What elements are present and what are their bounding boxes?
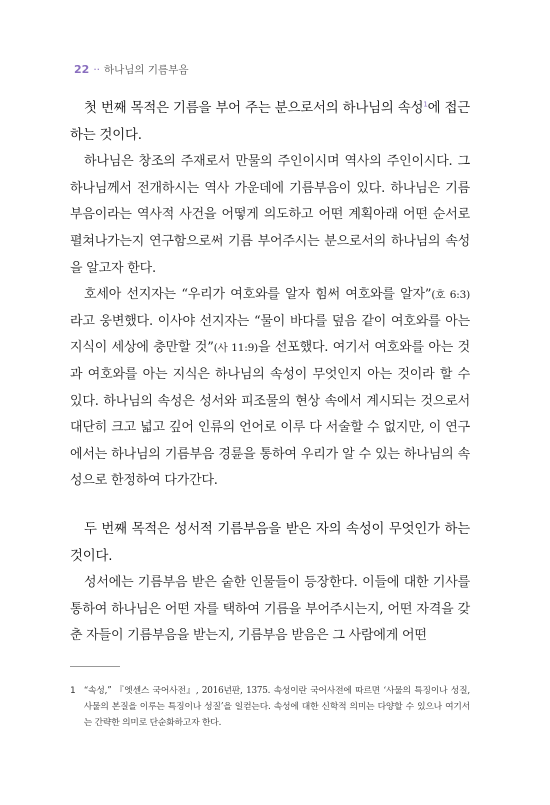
page-number: 22	[74, 63, 90, 76]
footnote-text: “속성,” 『엣센스 국어사전』, 2016년판, 1375. 속성이란 국어사전에 따르면 ‘사물의 특징이나 성질, 사물의 본질을 이루는 특징이나 성질’을 일컫는다. 속성에 대한 신학적 의미는 다양할 수 있으나 여기서는 간략한 의미로 단순화하고자 한다.	[83, 686, 470, 728]
footnote-divider	[70, 666, 120, 667]
running-header	[74, 62, 188, 77]
paragraph-god-as-lord: 하나님은 창조의 주재로서 만물의 주인이시며 역사의 주인이시다. 그 하나님께서 전개하시는 역사 가운데에 기름부음이 있다. 하나님은 기름부음이라는 역사적 사건을 어떻게 의도하고 어떤 계획아래 어떤 순서로 펼쳐나가는지 연구함으로써 기름 부어주시는 분으로서의 하나님의 속성을 알고자 한다.	[70, 154, 470, 276]
citation-hosea: (호 6:3)	[431, 289, 470, 302]
hosea-quote: 호세아 선지자는 “우리가 여호와를 알자 힘써 여호와를 알자”	[84, 287, 432, 303]
footnote-number: 1	[70, 686, 76, 696]
body-text	[70, 96, 470, 650]
footnote-reference[interactable]: 1	[423, 100, 428, 109]
purpose-one-text-end: 에 접근하는 것이다.	[70, 101, 470, 143]
isaiah-quote: 라고 웅변했다. 이사야 선지자는 “물이 바다를 덮음 같이 여호와를 아는 지식이 세상에 충만할 것”	[70, 313, 470, 356]
knowledge-of-god-text: 을 선포했다. 여기서 여호와를 아는 것과 여호와를 아는 지식은 하나님의 속성이 무엇인지 아는 것이라 할 수 있다. 하나님의 속성은 성서와 피조물의 현상 속에서 계시되는 것으로서 대단히 크고 넓고 깊어 인류의 언어로 이루 다 서술할 수 없지만, 이 연구에서는 하나님의 기름부음 경륜을 통하여 우리가 알 수 있는 하나님의 속성으로 한정하여 다가간다.	[70, 340, 471, 489]
footnote	[70, 683, 470, 731]
paragraph-anointed-figures: 성서에는 기름부음 받은 숱한 인물들이 등장한다. 이들에 대한 기사를 통하여 하나님은 어떤 자를 택하여 기름을 부어주시는지, 어떤 자격을 갖춘 자들이 기름부음을 받는지, 기름부음 받음은 그 사람에게 어떤	[70, 575, 470, 644]
running-title: 하나님의 기름부음	[104, 64, 189, 76]
paragraph-hosea-isaiah	[70, 282, 470, 495]
header-separator: ··	[93, 63, 100, 76]
purpose-one-text: 첫 번째 목적은 기름을 부어 주는 분으로서의 하나님의 속성	[84, 101, 424, 116]
citation-isaiah: (사 11:9)	[213, 342, 258, 355]
purpose-two-statement: 두 번째 목적은 성서적 기름부음을 받은 자의 속성이 무엇인가 하는 것이다.	[70, 521, 470, 564]
purpose-one-statement	[70, 96, 470, 149]
